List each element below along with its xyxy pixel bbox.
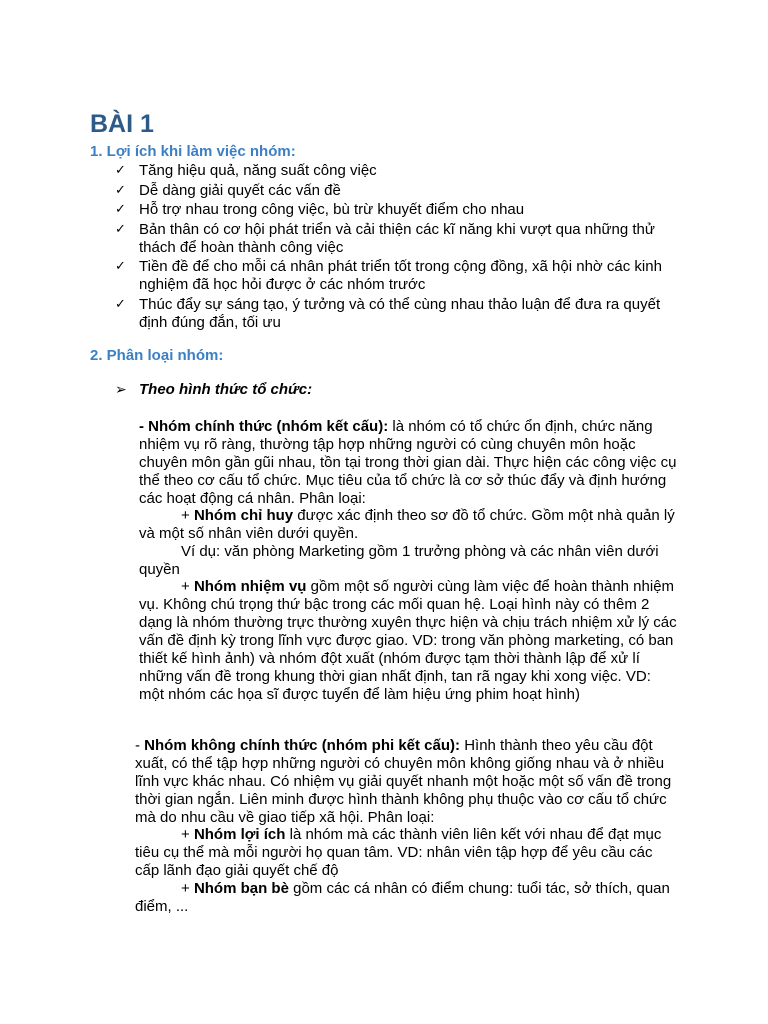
subheading-text: Theo hình thức tổ chức:: [139, 381, 313, 398]
document-title: BÀI 1: [90, 110, 154, 138]
check-icon: ✓: [115, 259, 126, 275]
task-group-paragraph: [139, 578, 679, 704]
list-item: [115, 296, 675, 332]
friend-group-paragraph: [135, 880, 680, 916]
friend-group-description: gồm các cá nhân có điểm chung: tuổi tác, sở thích, quan điểm, ...: [135, 880, 670, 915]
bullet-dash: -: [135, 737, 145, 754]
task-group-description: gồm một số người cùng làm việc để hoàn thành nhiệm vụ. Không chú trọng thứ bậc trong các mối quan hệ. Loại hình này có thêm 2 dạng là nhóm thường trực thường xuyên thực hiện và chịu trách nhiệm xử lý các vấn đề định kỳ trong lĩnh vực được giao. VD: trong văn phòng marketing, có ban thiết kế hình ảnh) và nhóm đột xuất (nhóm được tạm thời thành lập để xử lí những vấn đề trong khung thời gian nhất định, tan rã ngay khi xong việc. VD: một nhóm các họa sĩ được tuyển để làm hiệu ứng phim hoạt hình): [139, 578, 677, 703]
friend-group-term: Nhóm bạn bè: [193, 880, 289, 897]
bullet-plus: +: [181, 826, 194, 843]
informal-group-paragraph: [135, 737, 680, 827]
formal-group-paragraph: [139, 418, 679, 508]
bullet-plus: +: [181, 507, 194, 524]
informal-group-description: Hình thành theo yêu cầu đột xuất, có thể tập hợp những người có chuyên môn không giống nhau và ở nhiều lĩnh vực khác nhau. Có nhiệm vụ giải quyết nhanh một hoặc một số vấn đề trong thời gian ngắn. Liên minh được hình thành không phụ thuộc vào cơ cấu tổ chức mà do nhu cầu về giao tiếp xã hội. Phân loại:: [135, 737, 672, 826]
interest-group-description: là nhóm mà các thành viên liên kết với nhau để đạt mục tiêu cụ thể mà mỗi người họ quan tâm. VD: nhân viên tập hợp để yêu cầu các cấp lãnh đạo giải quyết chế độ: [135, 826, 662, 879]
command-group-example: Ví dụ: văn phòng Marketing gồm 1 trưởng phòng và các nhân viên dưới quyền: [139, 543, 659, 578]
list-item: [115, 201, 675, 219]
arrowhead-bullet-icon: ➢: [115, 382, 127, 398]
list-item-text: Tăng hiệu quả, năng suất công việc: [139, 162, 377, 179]
section-1-heading: 1. Lợi ích khi làm việc nhóm:: [90, 143, 296, 160]
bullet-plus: +: [181, 880, 194, 897]
list-item-text: Bản thân có cơ hội phát triển và cải thiện các kĩ năng khi vượt qua những thử thách để hoàn thành công việc: [139, 220, 655, 256]
check-icon: ✓: [115, 202, 126, 218]
list-item-text: Hỗ trợ nhau trong công việc, bù trừ khuyết điểm cho nhau: [139, 201, 525, 219]
check-icon: ✓: [115, 296, 126, 312]
command-group-paragraph: [139, 507, 679, 543]
list-item-text: Thúc đẩy sự sáng tạo, ý tưởng và có thể cùng nhau thảo luận để đưa ra quyết định đúng đắn, tối ưu: [139, 295, 661, 331]
formal-group-description: là nhóm có tổ chức ổn định, chức năng nhiệm vụ rõ ràng, thường tập hợp những người có cùng chuyên môn hoặc chuyên môn gần gũi nhau, tồn tại trong thời gian dài. Thực hiện các công việc cụ thể theo cơ cấu tổ chức. Mục tiêu của tổ chức là cơ sở thúc đẩy và định hướng các hoạt động cá nhân. Phân loại:: [139, 418, 677, 507]
section-2-heading: 2. Phân loại nhóm:: [90, 347, 224, 364]
list-item-text: Dễ dàng giải quyết các vấn đề: [139, 181, 341, 199]
formal-group-term: - Nhóm chính thức (nhóm kết cấu):: [139, 418, 389, 435]
check-icon: ✓: [115, 221, 126, 237]
list-item: [115, 182, 675, 200]
task-group-term: Nhóm nhiệm vụ: [193, 578, 307, 595]
check-icon: ✓: [115, 163, 126, 178]
subheading-organizational-form: [115, 381, 312, 399]
informal-group-term: Nhóm không chính thức (nhóm phi kết cấu):: [144, 737, 461, 754]
check-icon: ✓: [115, 182, 126, 198]
list-item: [115, 221, 675, 257]
interest-group-term: Nhóm lợi ích: [193, 826, 286, 843]
benefits-checklist: [115, 162, 675, 334]
list-item-text: Tiền đề để cho mỗi cá nhân phát triển tốt trong cộng đồng, xã hội nhờ các kinh nghiệm đã học hỏi được ở các nhóm trước: [139, 258, 662, 294]
command-group-term: Nhóm chỉ huy: [193, 507, 294, 524]
list-item: [115, 162, 675, 180]
command-group-description: được xác định theo sơ đồ tổ chức. Gồm một nhà quản lý và một số nhân viên dưới quyền.: [139, 507, 675, 542]
bullet-plus: +: [181, 578, 194, 595]
interest-group-paragraph: [135, 826, 680, 880]
list-item: [115, 258, 675, 294]
